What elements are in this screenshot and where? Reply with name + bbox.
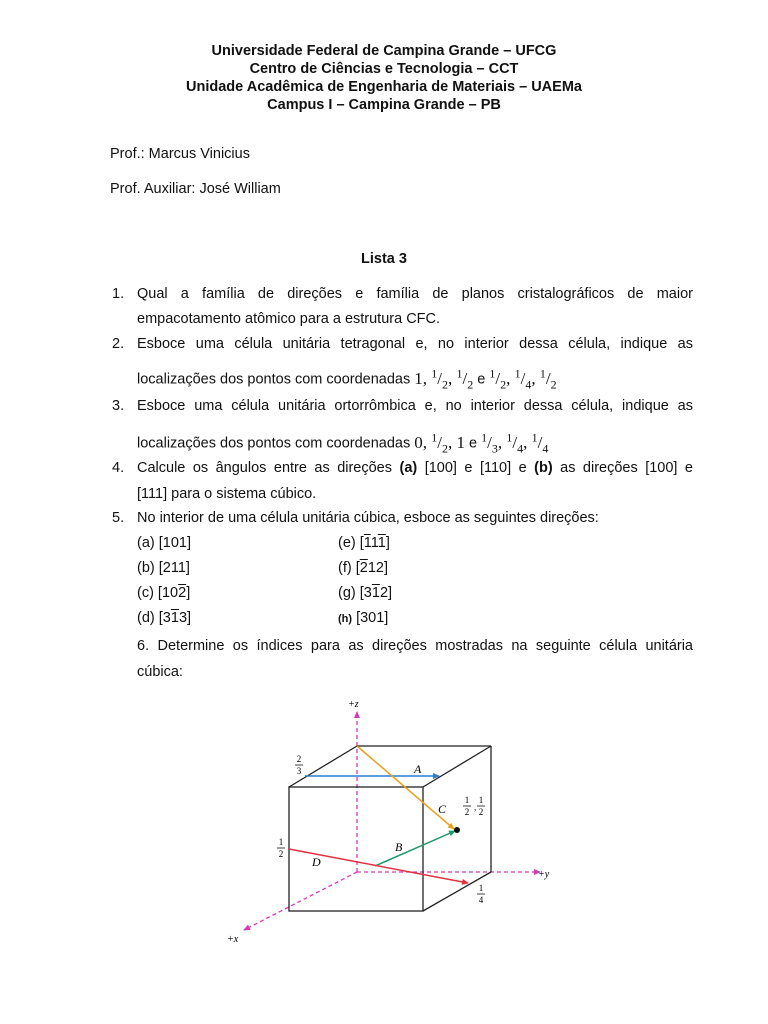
direction-e: (e) [111] <box>338 535 390 551</box>
campus-name: Campus I – Campina Grande – PB <box>267 97 501 113</box>
q6-line2: cúbica: <box>137 664 183 680</box>
q3-conjunction: e <box>469 435 478 452</box>
svg-text:1: 1 <box>278 837 284 847</box>
label-d: D <box>312 855 321 869</box>
q5-line1: No interior de uma célula unitária cúbica, esboce as seguintes direções: <box>137 510 599 526</box>
list-title: Lista 3 <box>361 251 407 267</box>
svg-text:4: 4 <box>478 895 484 905</box>
direction-f: (f) [212] <box>338 560 388 576</box>
svg-text:3: 3 <box>296 766 302 776</box>
svg-text:2: 2 <box>296 754 302 764</box>
fraction-one-quarter <box>477 883 485 905</box>
q2-number: 2. <box>112 336 125 352</box>
q3-line2-text: localizações dos pontos com coordenadas <box>137 435 411 452</box>
cube-edges <box>289 746 491 911</box>
assistant-line: Prof. Auxiliar: José William <box>110 181 281 197</box>
direction-g: (g) [312] <box>338 585 393 601</box>
axis-x-label: +x <box>227 934 239 945</box>
svg-text:1: 1 <box>478 883 484 893</box>
q6-line1: 6. Determine os índices para as direções mostradas na seguinte célula unitária <box>137 638 693 654</box>
q2-conjunction: e <box>477 371 486 388</box>
q4-text-a: Calcule os ângulos entre as direções <box>137 460 400 476</box>
direction-h: (h) [301] <box>338 610 389 626</box>
q1-number: 1. <box>112 286 125 302</box>
svg-text:2: 2 <box>464 807 470 817</box>
label-b: B <box>395 840 403 854</box>
q2-line1: Esboce uma célula unitária tetragonal e, no interior dessa célula, indique as <box>137 336 693 352</box>
svg-text:2: 2 <box>278 849 284 859</box>
q4-text-b: [100] e [110] e <box>417 460 535 476</box>
institution-name: Universidade Federal de Campina Grande – UFCG <box>211 43 557 59</box>
q3-line1: Esboce uma célula unitária ortorrômbica e, no interior dessa célula, indique as <box>137 398 693 414</box>
q4-line2: [111] para o sistema cúbico. <box>137 486 317 502</box>
q4-part-b: (b) <box>534 460 553 476</box>
direction-b: (b) [211] <box>137 560 190 576</box>
svg-text:1: 1 <box>478 795 484 805</box>
q3-coords-2: $^1/_3$, $^1/_4$, $^1/_4$ <box>481 430 549 456</box>
direction-vector-b <box>375 831 455 866</box>
fraction-two-thirds <box>295 754 303 776</box>
unit-name: Unidade Acadêmica de Engenharia de Materiais – UAEMa <box>186 79 582 95</box>
fraction-one-half <box>277 837 285 859</box>
axis-y-label: +y <box>538 869 550 880</box>
q4-text-c: as direções [100] e <box>552 460 693 476</box>
q4-number: 4. <box>112 460 125 476</box>
x-axis <box>244 872 357 930</box>
direction-d: (d) [313] <box>137 610 192 626</box>
label-c: C <box>438 802 447 816</box>
axis-z-label: +z <box>348 699 359 710</box>
label-a: A <box>414 762 422 776</box>
q1-line2: empacotamento atômico para a estrutura CFC. <box>137 311 441 327</box>
q2-coords-1: 1, $^1/_2$, $^1/_2$ <box>414 366 474 392</box>
q3-number: 3. <box>112 398 125 414</box>
q5-number: 5. <box>112 510 125 526</box>
direction-a: (a) [101] <box>137 535 192 551</box>
q4-part-a: (a) <box>399 460 418 476</box>
center-name: Centro de Ciências e Tecnologia – CCT <box>249 61 519 77</box>
svg-text:2: 2 <box>478 807 484 817</box>
q1-line1: Qual a família de direções e família de planos cristalográficos de maior <box>137 286 693 302</box>
svg-text:,: , <box>474 802 477 812</box>
direction-c: (c) [102] <box>137 585 191 601</box>
professor-line: Prof.: Marcus Vinicius <box>110 146 250 162</box>
q2-coords-2: $^1/_2$, $^1/_4$, $^1/_2$ <box>489 366 557 392</box>
q3-coords-1: 0, $^1/_2$, 1 <box>414 430 466 456</box>
q2-line2-text: localizações dos pontos com coordenadas <box>137 371 411 388</box>
svg-text:1: 1 <box>464 795 470 805</box>
point-marker <box>454 827 460 833</box>
fraction-half-half <box>463 795 485 817</box>
